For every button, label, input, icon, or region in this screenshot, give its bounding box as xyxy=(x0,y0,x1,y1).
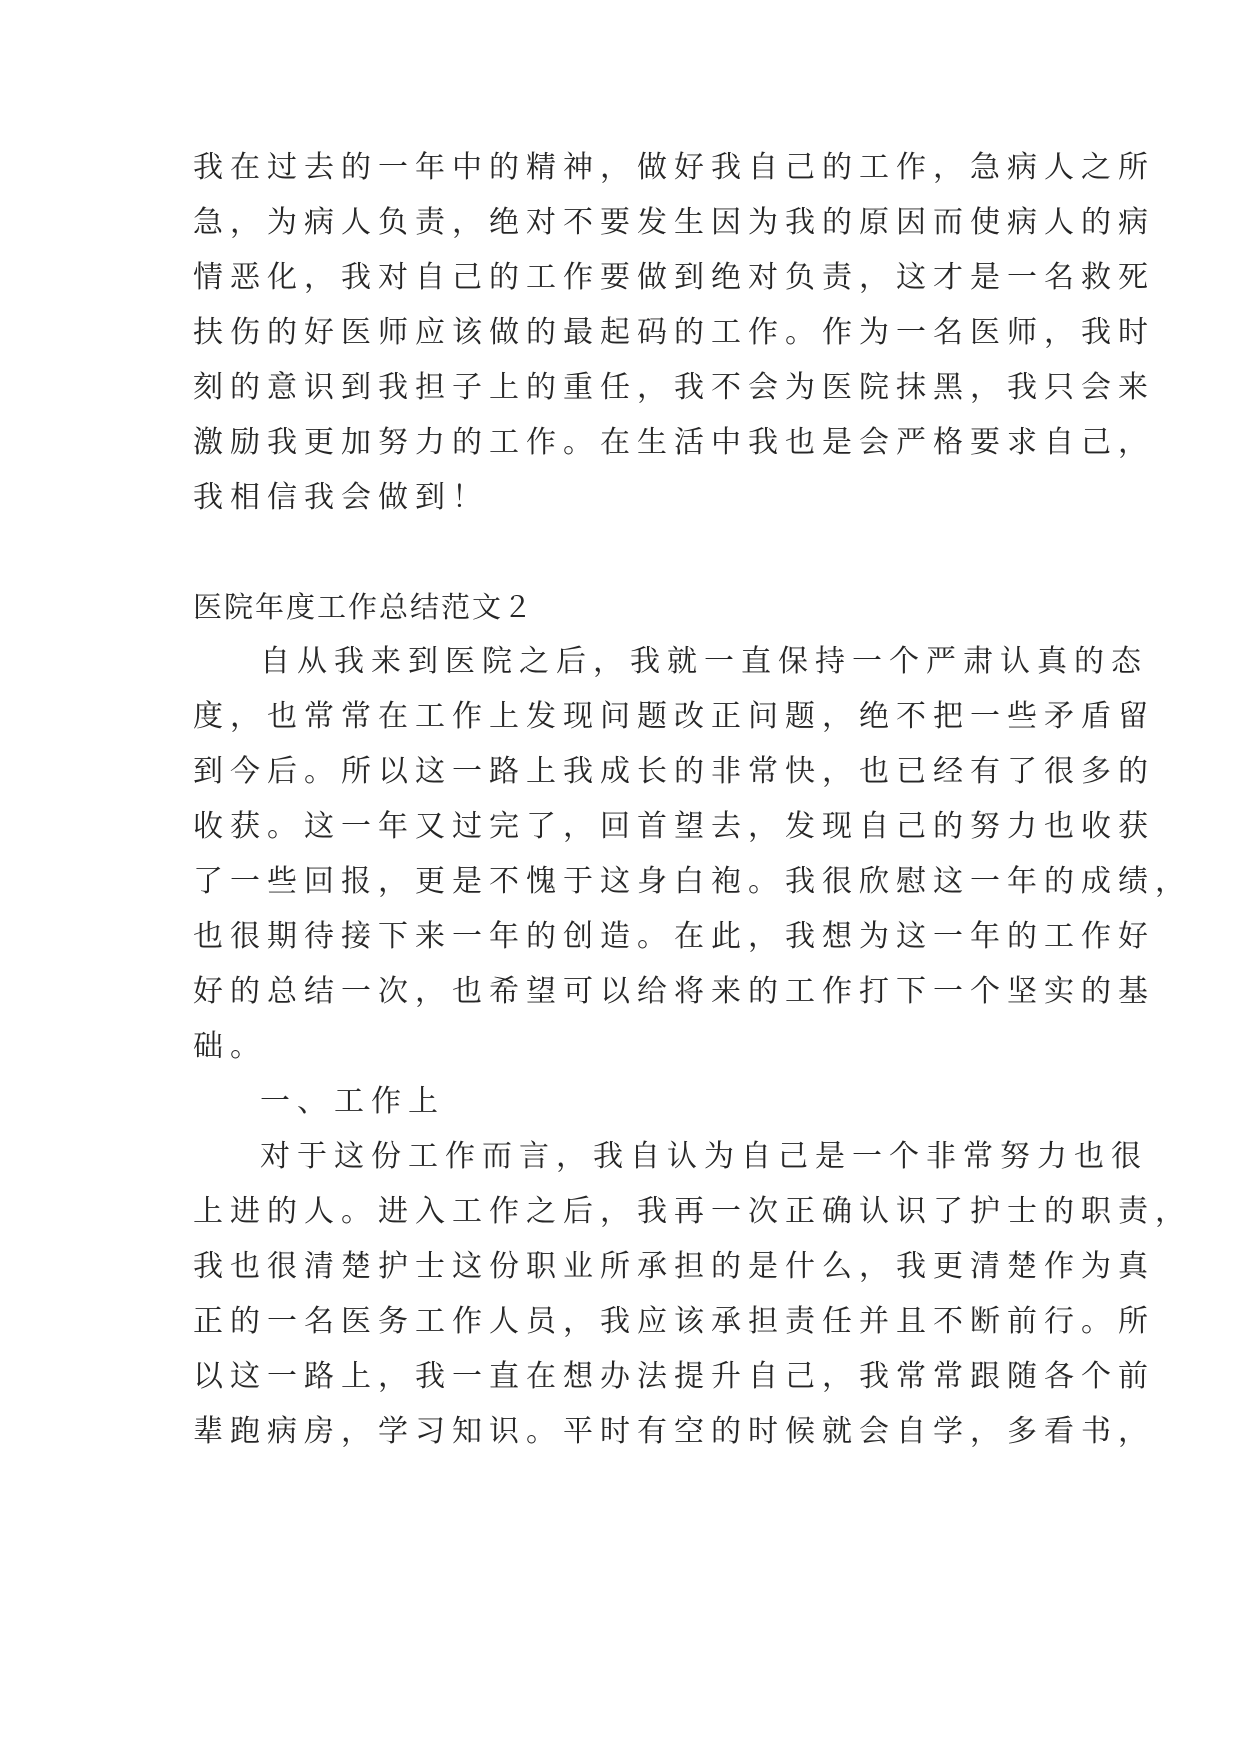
text-line: 辈跑病房，学习知识。平时有空的时候就会自学，多看书， xyxy=(193,1414,1155,1449)
text-line: 正的一名医务工作人员，我应该承担责任并且不断前行。所 xyxy=(193,1304,1155,1339)
text-line: 上进的人。进入工作之后，我再一次正确认识了护士的职责， xyxy=(193,1194,1192,1229)
text-line: 刻的意识到我担子上的重任，我不会为医院抹黑，我只会来 xyxy=(193,370,1155,405)
subheading: 一、工作上 xyxy=(260,1084,445,1119)
text-line: 自从我来到医院之后，我就一直保持一个严肃认真的态 xyxy=(260,644,1148,679)
text-line: 情恶化，我对自己的工作要做到绝对负责，这才是一名救死 xyxy=(193,260,1155,295)
text-line: 急，为病人负责，绝对不要发生因为我的原因而使病人的病 xyxy=(193,205,1155,240)
text-line: 也很期待接下来一年的创造。在此，我想为这一年的工作好 xyxy=(193,919,1155,954)
text-line: 我也很清楚护士这份职业所承担的是什么，我更清楚作为真 xyxy=(193,1249,1155,1284)
text-line: 我在过去的一年中的精神，做好我自己的工作，急病人之所 xyxy=(193,150,1155,185)
section-title: 医院年度工作总结范文２ xyxy=(193,590,535,624)
text-line: 我相信我会做到！ xyxy=(193,480,489,515)
text-line: 对于这份工作而言，我自认为自己是一个非常努力也很 xyxy=(260,1139,1148,1174)
text-line: 度，也常常在工作上发现问题改正问题，绝不把一些矛盾留 xyxy=(193,699,1155,734)
text-line: 以这一路上，我一直在想办法提升自己，我常常跟随各个前 xyxy=(193,1359,1155,1394)
text-line: 好的总结一次，也希望可以给将来的工作打下一个坚实的基 xyxy=(193,974,1155,1009)
text-line: 收获。这一年又过完了，回首望去，发现自己的努力也收获 xyxy=(193,809,1155,844)
text-line: 础。 xyxy=(193,1029,267,1064)
text-line: 扶伤的好医师应该做的最起码的工作。作为一名医师，我时 xyxy=(193,315,1155,350)
text-line: 了一些回报，更是不愧于这身白袍。我很欣慰这一年的成绩， xyxy=(193,864,1192,899)
text-line: 到今后。所以这一路上我成长的非常快，也已经有了很多的 xyxy=(193,754,1155,789)
text-line: 激励我更加努力的工作。在生活中我也是会严格要求自己， xyxy=(193,425,1155,460)
